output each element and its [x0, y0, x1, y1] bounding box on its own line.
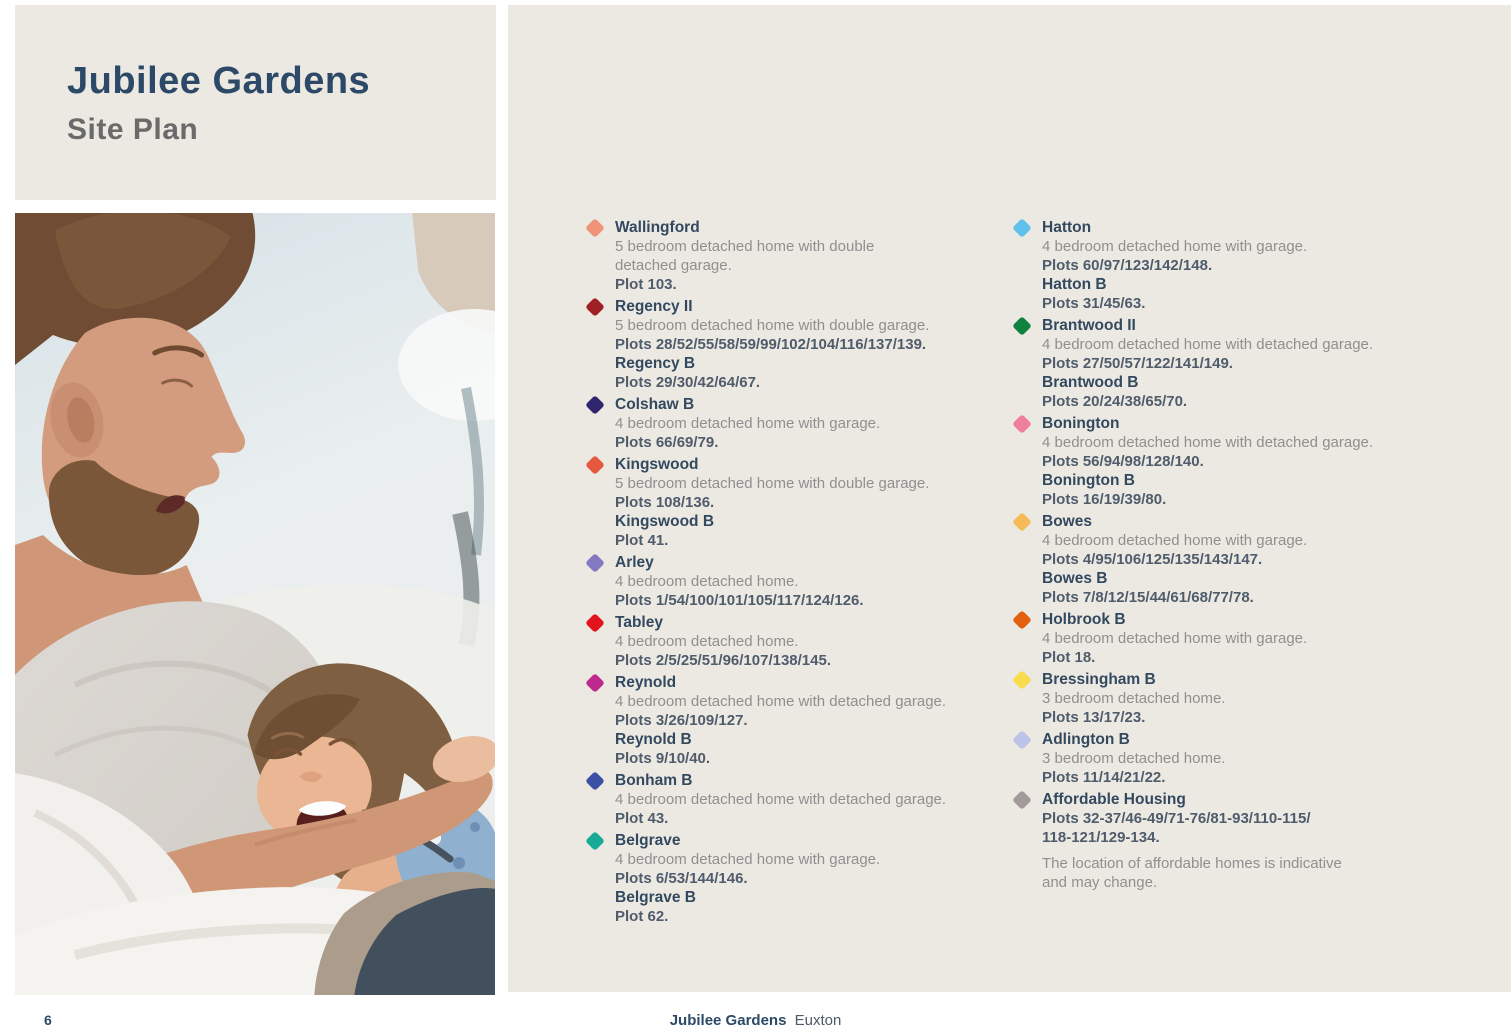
legend-item-plots: Plots 11/14/21/22. [1042, 769, 1166, 786]
legend-item-plots: Plots 29/30/42/64/67. [615, 374, 761, 391]
legend-item-plots: Plots 28/52/55/58/59/99/102/104/116/137/139. [615, 336, 927, 353]
legend-item-plots: Plots 66/69/79. [615, 434, 719, 451]
legend-item-name: Affordable Housing [1042, 791, 1186, 808]
legend-item-plots: Plots 6/53/144/146. [615, 870, 748, 887]
legend-item-name2: Reynold B [615, 731, 692, 748]
legend-item [1012, 610, 1452, 667]
legend-item [585, 455, 1005, 550]
page-subtitle: Site Plan [67, 113, 199, 146]
legend-item-desc: 5 bedroom detached home with double [615, 238, 875, 255]
legend-diamond-icon [585, 831, 605, 851]
legend-item [585, 831, 1005, 926]
footer-brand: Jubilee Gardens [669, 1012, 787, 1029]
legend-item-plots: Plots 60/97/123/142/148. [1042, 257, 1213, 274]
legend-item [1012, 512, 1452, 607]
legend-item-desc: 4 bedroom detached home with garage. [1042, 532, 1308, 549]
legend-item-desc: 5 bedroom detached home with double garage. [615, 475, 930, 492]
legend-item [585, 218, 1005, 294]
legend-item [585, 553, 1005, 610]
legend-item-name: Arley [615, 554, 654, 571]
legend-item [585, 673, 1005, 768]
hero-photo [15, 213, 495, 995]
legend-item-plots: Plots 1/54/100/101/105/117/124/126. [615, 592, 864, 609]
legend-item-name: Brantwood II [1042, 317, 1136, 334]
legend-item [1012, 670, 1452, 727]
legend-item-desc: 5 bedroom detached home with double garage. [615, 317, 930, 334]
legend-item-plots: Plots 2/5/25/51/96/107/138/145. [615, 652, 831, 669]
legend-item-plots: Plots 4/95/106/125/135/143/147. [1042, 551, 1263, 568]
page-number: 6 [44, 1012, 52, 1028]
legend-diamond-icon [585, 613, 605, 633]
legend-item-desc: detached garage. [615, 257, 732, 274]
legend-item-name: Hatton [1042, 219, 1092, 236]
legend-item-desc: 3 bedroom detached home. [1042, 750, 1226, 767]
legend-diamond-icon [1012, 790, 1032, 810]
legend-diamond-icon [1012, 670, 1032, 690]
legend-item-plots: Plot 62. [615, 908, 669, 925]
legend-item-name: Bonham B [615, 772, 693, 789]
legend-item-plots: Plots 16/19/39/80. [1042, 491, 1167, 508]
title-box [15, 5, 496, 200]
legend-item-plots: Plots 56/94/98/128/140. [1042, 453, 1204, 470]
legend-diamond-icon [1012, 218, 1032, 238]
legend-diamond-icon [585, 218, 605, 238]
legend-item-name: Wallingford [615, 219, 700, 236]
legend-item-name: Colshaw B [615, 396, 695, 413]
legend-item-plots: Plots 32-37/46-49/71-76/81-93/110-115/ [1042, 810, 1311, 827]
legend-item-desc: 4 bedroom detached home with detached garage. [615, 791, 947, 808]
legend-item-plots: Plot 103. [615, 276, 677, 293]
legend-item-plots: Plots 9/10/40. [615, 750, 711, 767]
legend-item-name: Adlington B [1042, 731, 1130, 748]
legend-item-note: and may change. [1042, 874, 1158, 891]
legend-item-name: Reynold [615, 674, 677, 691]
legend-item-name: Kingswood [615, 456, 699, 473]
legend-item-desc: 4 bedroom detached home with garage. [615, 851, 881, 868]
legend-column-1 [585, 218, 1005, 929]
legend-item-name: Bonington [1042, 415, 1120, 432]
legend-item-name2: Regency B [615, 355, 696, 372]
legend-item [1012, 730, 1452, 787]
legend-item-plots: Plots 31/45/63. [1042, 295, 1146, 312]
footer-title [0, 1012, 1511, 1029]
legend-item [1012, 790, 1452, 892]
legend-item-name: Regency II [615, 298, 693, 315]
legend-item-plots: Plots 3/26/109/127. [615, 712, 748, 729]
legend-item [585, 771, 1005, 828]
legend-item-plots: Plots 7/8/12/15/44/61/68/77/78. [1042, 589, 1254, 606]
legend-item-desc: 4 bedroom detached home with detached garage. [1042, 434, 1374, 451]
legend-item-desc: 4 bedroom detached home with detached garage. [1042, 336, 1374, 353]
hero-photo-illustration [15, 213, 495, 995]
legend-item [1012, 218, 1452, 313]
page-footer [0, 1004, 1511, 1033]
legend-item-plots: Plots 20/24/38/65/70. [1042, 393, 1188, 410]
legend-item-name2: Brantwood B [1042, 374, 1139, 391]
legend-item-plots: Plots 108/136. [615, 494, 715, 511]
legend-item-plots: Plot 43. [615, 810, 669, 827]
legend-item-desc: 4 bedroom detached home with detached garage. [615, 693, 947, 710]
legend-item-name2: Bonington B [1042, 472, 1135, 489]
legend-diamond-icon [1012, 610, 1032, 630]
legend-item [1012, 316, 1452, 411]
legend-item-desc: 4 bedroom detached home with garage. [1042, 630, 1308, 647]
legend-item-name: Tabley [615, 614, 663, 631]
legend-item-name2: Kingswood B [615, 513, 715, 530]
legend-item-plots: Plots 13/17/23. [1042, 709, 1146, 726]
legend-item-name: Bowes [1042, 513, 1092, 530]
legend-item-name: Belgrave [615, 832, 681, 849]
legend-item-desc: 4 bedroom detached home. [615, 573, 799, 590]
legend-diamond-icon [585, 395, 605, 415]
legend-diamond-icon [1012, 414, 1032, 434]
legend-item-name2: Bowes B [1042, 570, 1108, 587]
legend-item-name2: Belgrave B [615, 889, 696, 906]
legend-item-plots: 118-121/129-134. [1042, 829, 1160, 846]
legend-item-note: The location of affordable homes is indicative [1042, 855, 1342, 872]
legend-item [585, 395, 1005, 452]
footer-location: Euxton [794, 1012, 842, 1029]
legend-diamond-icon [1012, 316, 1032, 336]
legend-diamond-icon [585, 297, 605, 317]
legend-item [1012, 414, 1452, 509]
legend-column-2 [1012, 218, 1452, 895]
legend-item [585, 297, 1005, 392]
legend-item-name: Holbrook B [1042, 611, 1126, 628]
legend-diamond-icon [585, 673, 605, 693]
legend-item-desc: 4 bedroom detached home with garage. [615, 415, 881, 432]
legend-diamond-icon [1012, 730, 1032, 750]
legend-diamond-icon [585, 771, 605, 791]
legend-item-plots: Plot 18. [1042, 649, 1096, 666]
legend-diamond-icon [585, 455, 605, 475]
legend-item-name: Bressingham B [1042, 671, 1156, 688]
legend-panel [508, 5, 1511, 992]
legend-diamond-icon [585, 553, 605, 573]
legend-item [585, 613, 1005, 670]
legend-item-desc: 4 bedroom detached home with garage. [1042, 238, 1308, 255]
legend-item-desc: 3 bedroom detached home. [1042, 690, 1226, 707]
legend-item-name2: Hatton B [1042, 276, 1107, 293]
legend-diamond-icon [1012, 512, 1032, 532]
legend-item-desc: 4 bedroom detached home. [615, 633, 799, 650]
legend-item-plots: Plots 27/50/57/122/141/149. [1042, 355, 1233, 372]
page-title: Jubilee Gardens [67, 60, 371, 102]
legend-item-plots: Plot 41. [615, 532, 669, 549]
